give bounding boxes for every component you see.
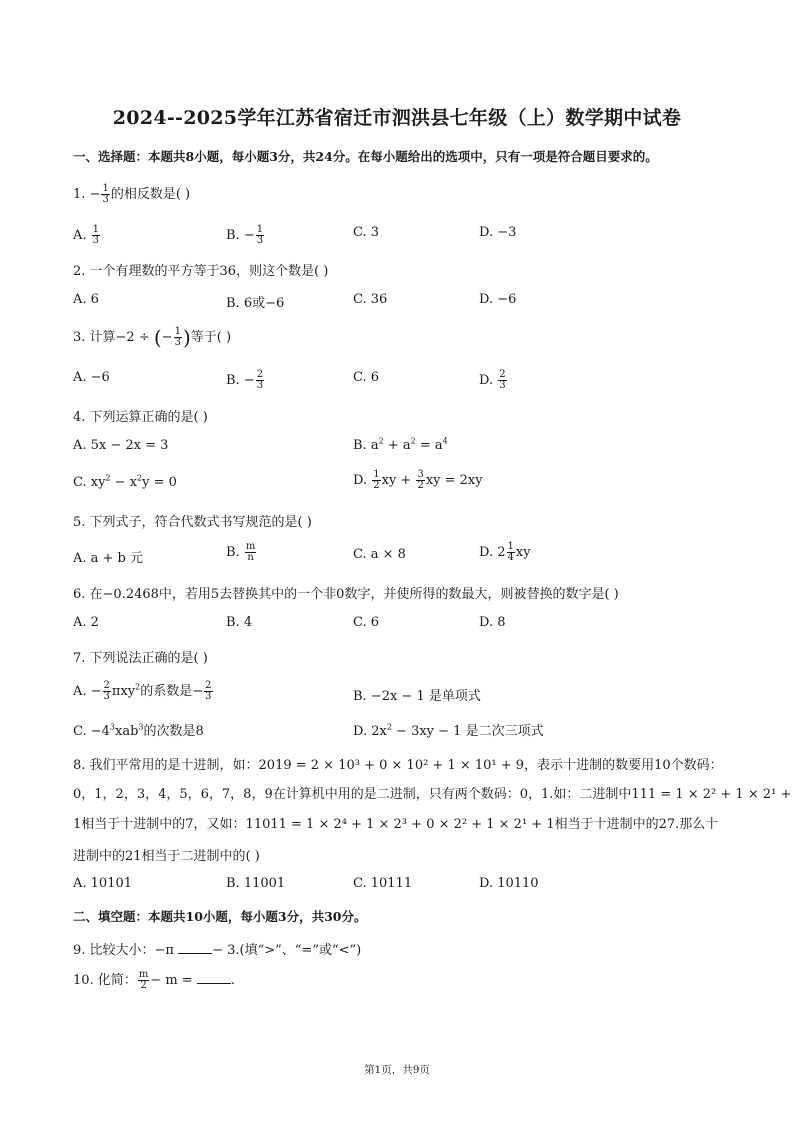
section-choice-heading: 一、选择题：本题共8小题，每小题3分，共24分。在每小题给出的选项中，只有一项是符合题目要求的。 (73, 149, 658, 164)
page-title: 2024--2025学年江苏省宿迁市泗洪县七年级（上）数学期中试卷 (112, 107, 682, 129)
q6-option-a: A. 2 (73, 615, 99, 630)
q5-option-c: C. a × 8 (353, 547, 406, 562)
question-4: 4. 下列运算正确的是( ) (73, 410, 208, 425)
question-5: 5. 下列式子，符合代数式书写规范的是( ) (73, 515, 312, 530)
question-8-line-2: 0，1，2，3，4，5，6，7，8，9在计算机中用的是二进制，只有两个数码：0，1.如：二进制中111 = 1 × 2² + 1 × 2¹ + (73, 787, 792, 802)
q1-option-c: C. 3 (353, 225, 380, 240)
q7-option-c: C. $-4^3xab^3$的次数是8 (73, 722, 204, 739)
q5-option-d: D. 2 $\frac{1}{4}$ xy (479, 541, 531, 563)
q3-option-a: A. −6 (73, 370, 110, 385)
fraction: $\frac{1}{3}$ (102, 183, 109, 205)
question-7: 7. 下列说法正确的是( ) (73, 651, 208, 666)
q8-option-a: A. 10101 (73, 876, 133, 891)
q7-option-d: D. $2x^2 - 3xy - 1$ 是二次三项式 (353, 722, 544, 739)
answer-blank (178, 943, 212, 954)
q2-option-c: C. 36 (353, 292, 388, 307)
q1-option-d: D. −3 (479, 225, 517, 240)
q4-option-c: C. $xy^2 - x^2y = 0$ (73, 473, 177, 490)
question-2: 2. 一个有理数的平方等于36，则这个数是( ) (73, 264, 329, 279)
q3-option-c: C. 6 (353, 370, 380, 385)
q5-option-a: A. a + b 元 (73, 551, 144, 566)
question-8-line-3: 1相当于十进制中的7，又如：11011 = 1 × 2⁴ + 1 × 2³ + 0 × 2² + 1 × 2¹ + 1相当于十进制中的27.那么十 (73, 817, 719, 832)
q1-option-a: A. $\frac{1}{3}$ (73, 224, 100, 246)
q8-option-c: C. 10111 (353, 876, 413, 891)
question-9: 9. 比较大小：−π − 3.(填“>”、“=”或“<”) (73, 943, 362, 958)
q7-option-a: A. − $\frac{2}{3}$ πxy$^2$的系数是− $\frac{2}{3}$ (73, 680, 212, 702)
q4-option-a: A. 5x − 2x = 3 (73, 438, 169, 453)
q3-option-b: B. − $\frac{2}{3}$ (226, 369, 264, 391)
section-fill-heading: 二、填空题：本题共10小题，每小题3分，共30分。 (73, 909, 367, 924)
q6-option-b: B. 4 (226, 615, 253, 630)
q2-option-a: A. 6 (73, 292, 99, 307)
q8-option-d: D. 10110 (479, 876, 539, 891)
q6-option-d: D. 8 (479, 615, 506, 630)
q4-option-b: B. $a^2 + a^2 = a^4$ (353, 436, 448, 453)
q5-option-b: B. $\frac{m}{n}$ (226, 541, 256, 563)
question-10: 10. 化简： $\frac{m}{2}$ − m = . (73, 969, 235, 991)
q2-option-b: B. 6或−6 (226, 296, 285, 311)
q2-option-d: D. −6 (479, 292, 517, 307)
question-8-line-1: 8. 我们平常用的是十进制，如：2019 = 2 × 10³ + 0 × 10² + 1 × 10¹ + 9，表示十进制的数要用10个数码： (73, 758, 723, 773)
q7-option-b: B. −2x − 1 是单项式 (353, 689, 481, 704)
page-footer: 第1页，共9页 (364, 1064, 430, 1076)
question-8-line-4: 进制中的21相当于二进制中的( ) (73, 849, 260, 864)
q6-option-c: C. 6 (353, 615, 380, 630)
answer-blank (197, 973, 231, 984)
q1-option-b: B. − $\frac{1}{3}$ (226, 224, 264, 246)
q3-option-d: D. $\frac{2}{3}$ (479, 369, 506, 391)
question-6: 6. 在−0.2468中，若用5去替换其中的一个非0数字，并使所得的数最大，则被替换的数字是( ) (73, 587, 619, 602)
question-3: 3. 计算−2 ÷ (− $\frac{1}{3}$ )等于( ) (73, 325, 232, 350)
q8-option-b: B. 11001 (226, 876, 286, 891)
q4-option-d: D. $\frac{1}{2}$ xy + $\frac{3}{2}$ xy = 2xy (353, 469, 483, 491)
question-1: 1. − $\frac{1}{3}$ 的相反数是( ) (73, 183, 191, 205)
